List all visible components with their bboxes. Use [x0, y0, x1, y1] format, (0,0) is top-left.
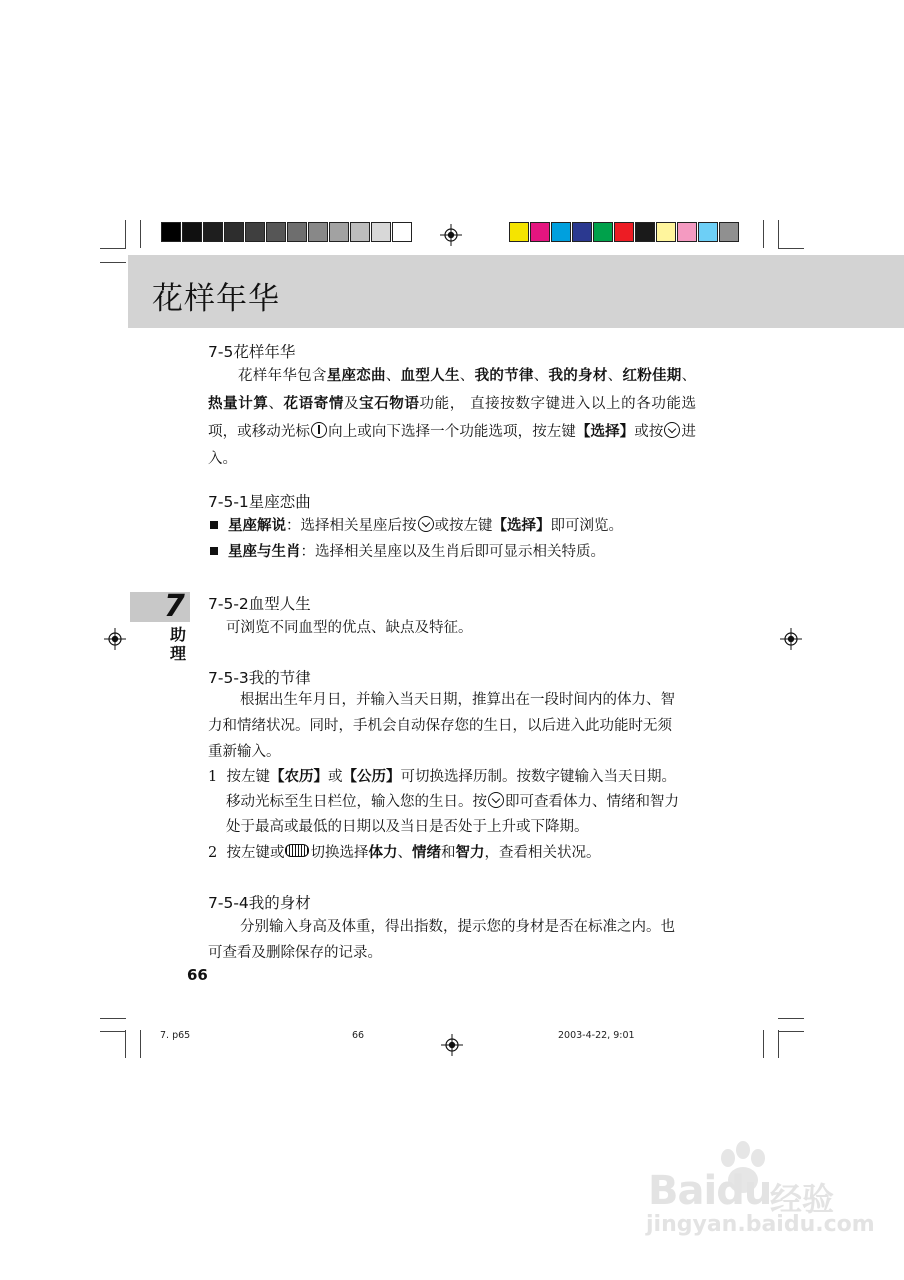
registration-mark-icon: [440, 224, 462, 246]
paragraph-line: 力和情绪状况。同时，手机会自动保存您的生日，以后进入此功能时无须: [208, 718, 672, 734]
crop-mark: [778, 1018, 804, 1019]
color-swatch: [161, 222, 181, 242]
registration-mark-icon: [780, 628, 802, 650]
crop-mark: [778, 1031, 804, 1032]
color-swatch: [392, 222, 412, 242]
page-number: 66: [187, 966, 208, 984]
color-swatch: [329, 222, 349, 242]
footer-filename: 7. p65: [160, 1030, 191, 1041]
crop-mark: [100, 262, 126, 263]
color-swatch: [350, 222, 370, 242]
color-swatch: [509, 222, 529, 242]
list-item: 1 按左键【农历】或【公历】可切换选择历制。按数字键输入当天日期。: [208, 768, 676, 785]
list-item-continuation: 处于最高或最低的日期以及当日是否处于上升或下降期。: [226, 819, 589, 835]
section-heading: 7-5-2血型人生: [208, 595, 311, 613]
crop-mark: [100, 1018, 126, 1019]
section-heading: 7-5-4我的身材: [208, 894, 311, 912]
crop-mark: [778, 1030, 779, 1058]
color-swatch: [698, 222, 718, 242]
crop-mark: [763, 220, 764, 248]
color-swatch: [677, 222, 697, 242]
crop-mark: [778, 220, 779, 248]
crop-mark: [140, 220, 141, 248]
intro-paragraph: 花样年华包含星座恋曲、血型人生、我的节律、我的身材、红粉佳期、热量计算、花语寄情及宝石物语功能， 直接按数字键进入以上的各功能选项，或移动光标 向上或向下选择一个功能选项，按左键【选择】或按 进入。: [208, 367, 697, 467]
paragraph-line: 重新输入。: [208, 744, 281, 760]
paragraph-line: 根据出生年月日，并输入当天日期，推算出在一段时间内的体力、智: [240, 692, 675, 708]
menu-key-icon: [285, 844, 309, 857]
navigation-key-icon: [311, 422, 327, 438]
color-swatch: [371, 222, 391, 242]
ok-key-icon: [488, 792, 504, 808]
registration-mark-icon: [441, 1034, 463, 1056]
watermark-brand: Baidu: [648, 1168, 772, 1214]
crop-mark: [140, 1030, 141, 1058]
ok-key-icon: [418, 516, 434, 532]
watermark-url: jingyan.baidu.com: [646, 1212, 875, 1237]
crop-mark: [778, 248, 804, 249]
color-swatch: [182, 222, 202, 242]
page-title: 花样年华: [152, 281, 280, 317]
watermark-cn: 经验: [770, 1180, 835, 1218]
color-swatch: [551, 222, 571, 242]
color-swatch: [593, 222, 613, 242]
list-item: 星座与生肖：选择相关星座以及生肖后即可显示相关特质。: [210, 542, 605, 562]
color-swatch: [614, 222, 634, 242]
crop-mark: [125, 220, 126, 248]
color-swatch: [245, 222, 265, 242]
chapter-label: 助理: [170, 625, 187, 663]
color-swatch: [287, 222, 307, 242]
crop-mark: [125, 1030, 126, 1058]
crop-mark: [100, 248, 126, 249]
color-swatch: [656, 222, 676, 242]
list-item: 2 按左键或 切换选择体力、情绪和智力，查看相关状况。: [208, 844, 601, 861]
color-swatch: [308, 222, 328, 242]
ok-key-icon: [664, 422, 680, 438]
color-swatch: [203, 222, 223, 242]
section-heading: 7-5-3我的节律: [208, 669, 311, 687]
gray-calibration-bar: [161, 222, 413, 242]
section-text: 可浏览不同血型的优点、缺点及特征。: [226, 620, 473, 636]
color-swatch: [530, 222, 550, 242]
section-heading: 7-5花样年华: [208, 343, 296, 361]
footer-datetime: 2003-4-22, 9:01: [558, 1030, 635, 1041]
section-heading: 7-5-1星座恋曲: [208, 493, 311, 511]
color-swatch: [572, 222, 592, 242]
paragraph-line: 可查看及删除保存的记录。: [208, 945, 382, 961]
footer-page: 66: [352, 1030, 365, 1041]
crop-mark: [100, 1031, 126, 1032]
crop-mark: [763, 1030, 764, 1058]
color-swatch: [224, 222, 244, 242]
chapter-number: 7: [164, 589, 185, 624]
paragraph-line: 分别输入身高及体重，得出指数，提示您的身材是否在标准之内。也: [240, 919, 675, 935]
color-swatch: [635, 222, 655, 242]
list-item: 星座解说：选择相关星座后按 或按左键【选择】即可浏览。: [210, 516, 623, 536]
color-calibration-bar: [509, 222, 740, 242]
bullet-icon: [210, 521, 218, 529]
list-item-continuation: 移动光标至生日栏位，输入您的生日。按 即可查看体力、情绪和智力: [226, 794, 679, 810]
color-swatch: [266, 222, 286, 242]
registration-mark-icon: [104, 628, 126, 650]
color-swatch: [719, 222, 739, 242]
bullet-icon: [210, 547, 218, 555]
